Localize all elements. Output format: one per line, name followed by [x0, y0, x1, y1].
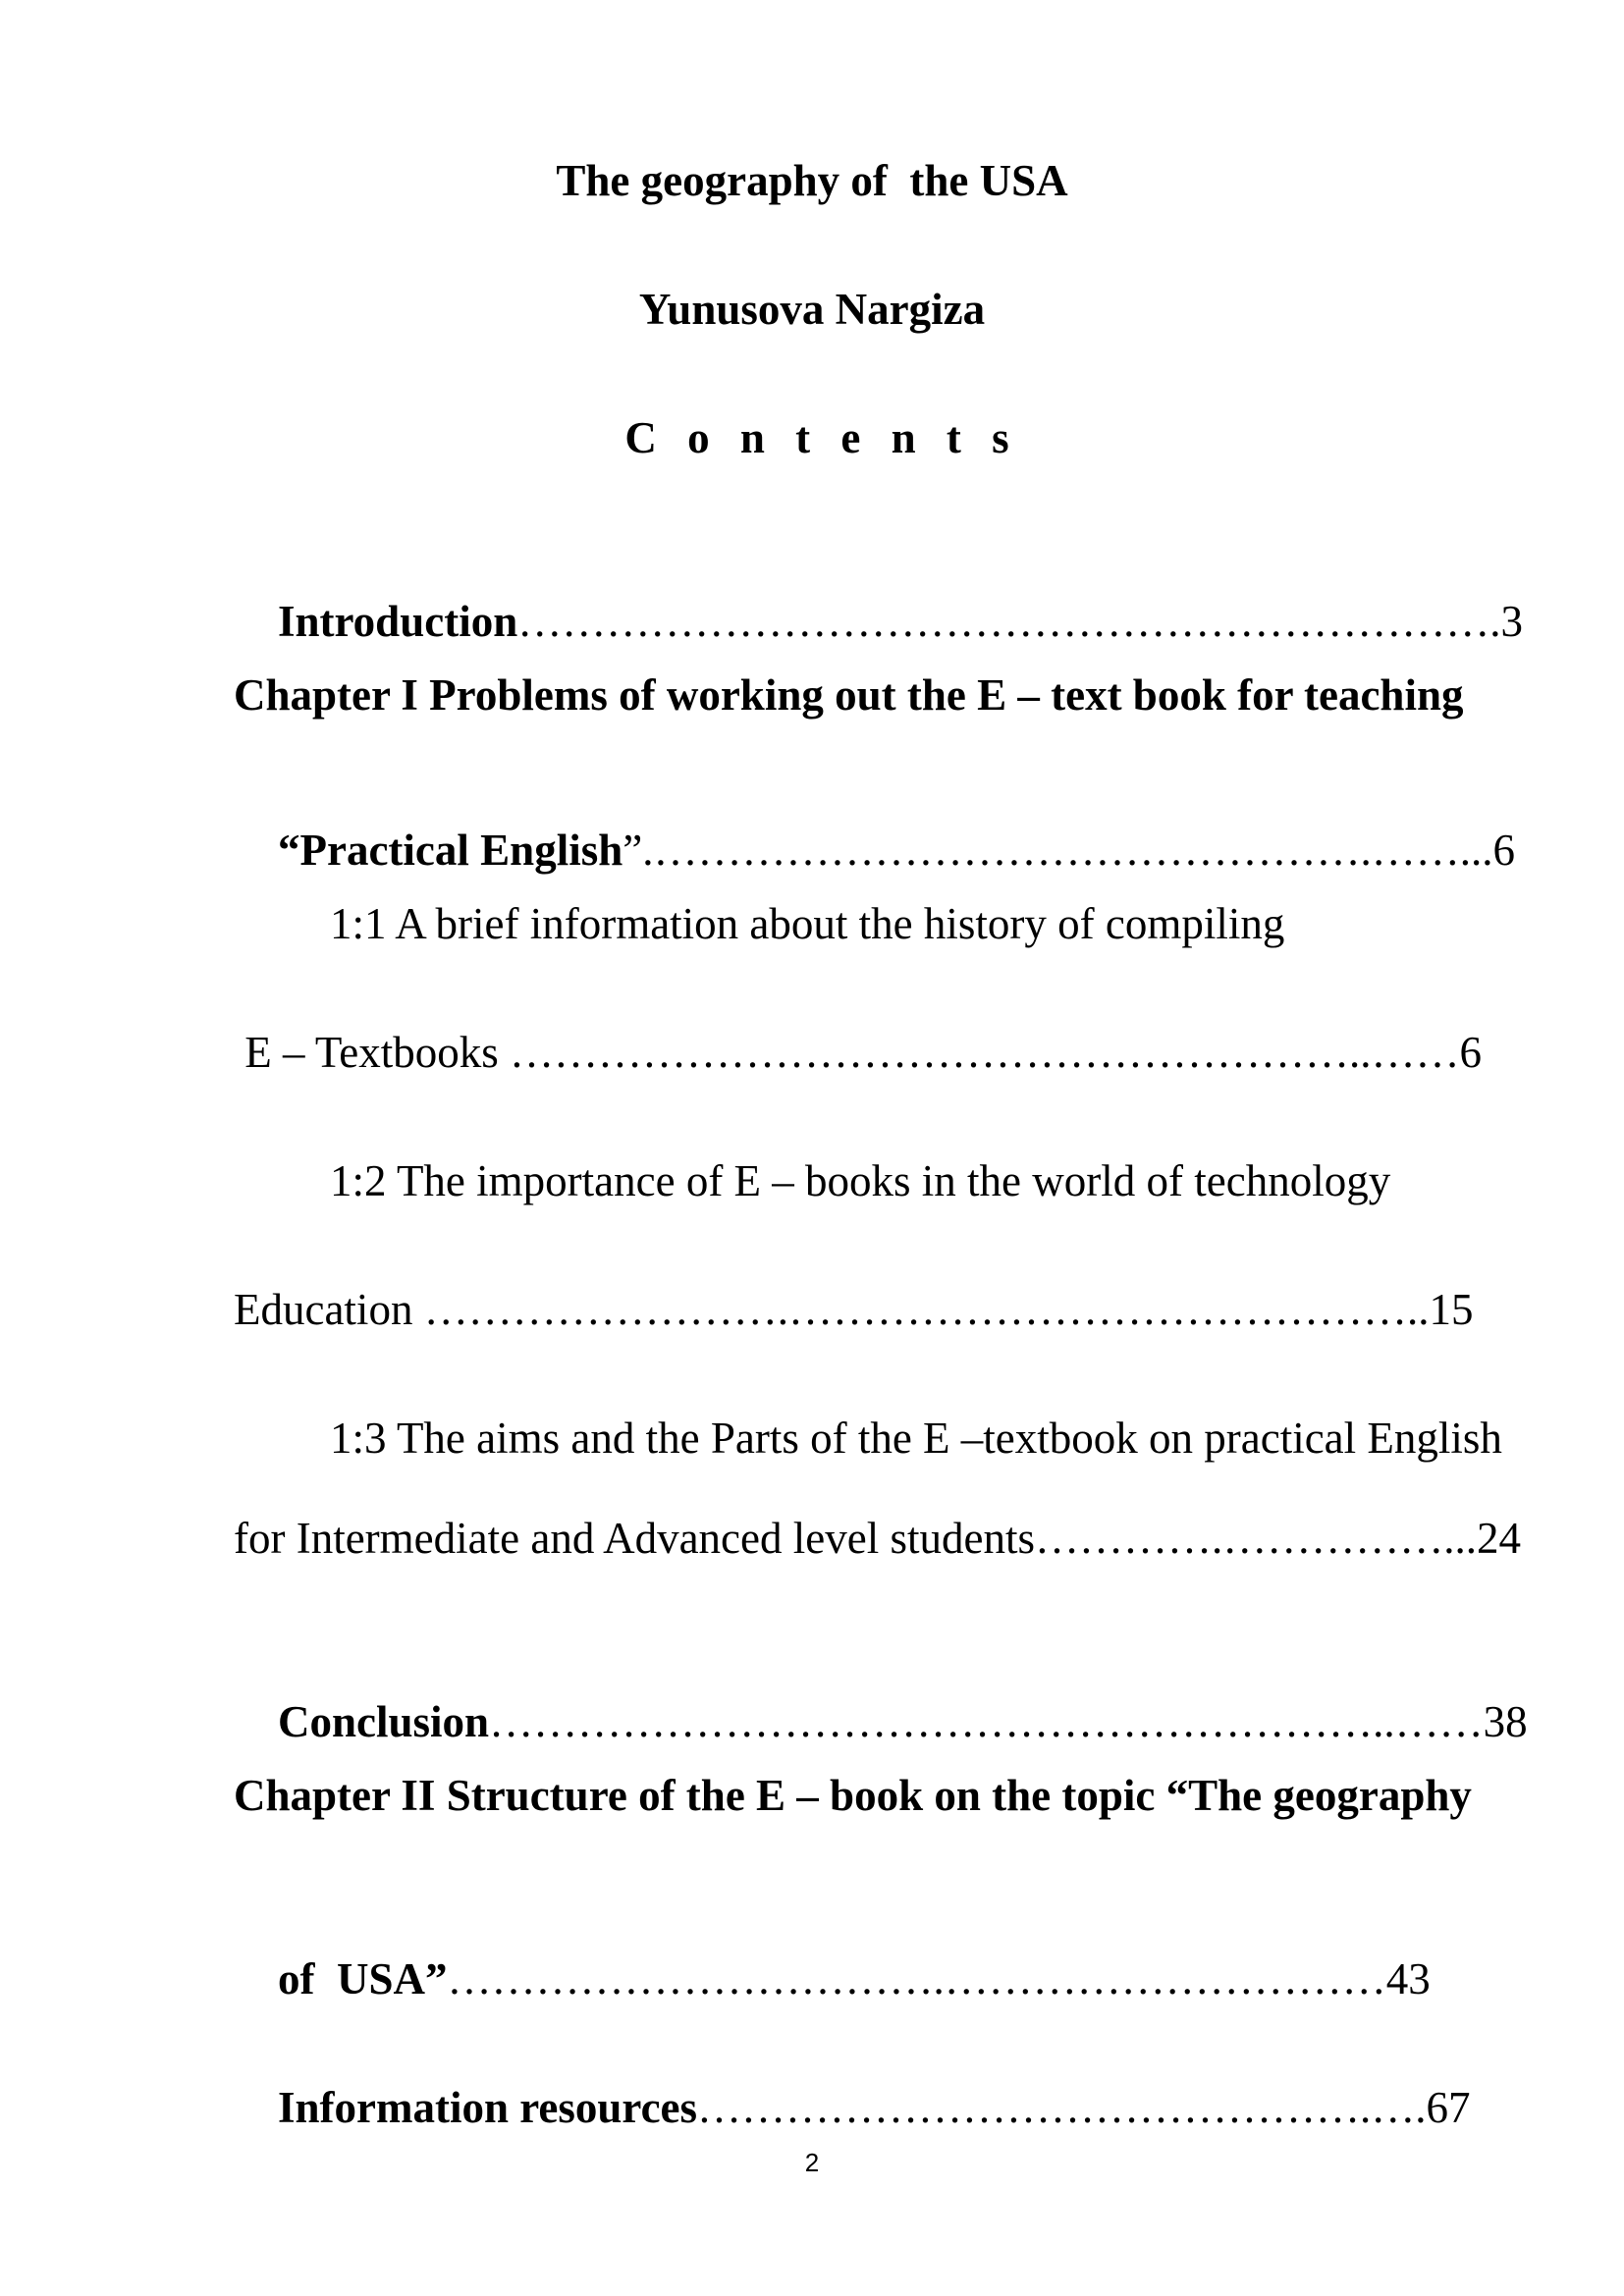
toc-label-chapter2: of USA” [278, 1954, 448, 2003]
toc-leader-conclusion: ……………………………………………………..……38 [489, 1697, 1528, 1746]
toc-leader-introduction: ………………………………………………………….3 [517, 597, 1523, 646]
toc-label-chapter1: “Practical English [278, 826, 623, 875]
contents-heading: C o n t e n t s [624, 413, 1019, 462]
toc-entry-section1-3-line2[interactable]: for Intermediate and Advanced level students………….……………...24 [234, 1514, 1521, 1563]
toc-label-introduction: Introduction [278, 597, 518, 646]
toc-entry-section1-2-line1[interactable]: 1:2 The importance of E – books in the world of technology [330, 1156, 1391, 1205]
toc-label-information-resources: Information resources [278, 2083, 698, 2132]
toc-entry-chapter1-line1[interactable]: Chapter I Problems of working out the E – text book for teaching [234, 670, 1464, 720]
toc-entry-section1-1-line2[interactable]: E – Textbooks …………………………………………………..……6 [234, 1028, 1483, 1077]
toc-leader-information-resources: ……………………………………….….67 [697, 2083, 1471, 2132]
toc-entry-chapter2-line1[interactable]: Chapter II Structure of the E – book on the topic “The geography [234, 1771, 1472, 1820]
toc-leader-chapter2: …………………………….…………………………43 [447, 1954, 1431, 2003]
toc-entry-section1-2-line2[interactable]: Education …………………….……………………………………..15 [234, 1285, 1474, 1334]
toc-entry-section1-3-line1[interactable]: 1:3 The aims and the Parts of the E –textbook on practical English [330, 1414, 1502, 1463]
toc-entry-section1-1-line1[interactable]: 1:1 A brief information about the history of compiling [330, 899, 1285, 948]
page-number: 2 [804, 2148, 820, 2177]
author-name: Yunusova Nargiza [638, 285, 986, 334]
toc-label-conclusion: Conclusion [278, 1697, 490, 1746]
toc-leader-chapter1: ”.………………………………………….……...6 [623, 826, 1515, 875]
document-title: The geography of the USA [556, 156, 1068, 205]
